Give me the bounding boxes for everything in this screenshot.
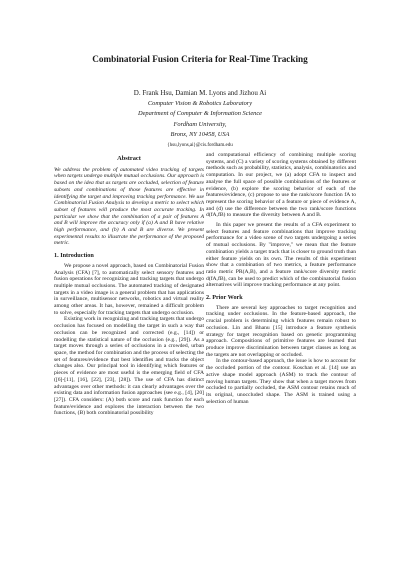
abstract-heading: Abstract — [117, 155, 141, 162]
section-heading-prior-work: 2. Prior Work — [206, 294, 243, 302]
affiliation-university: Fordham University, — [173, 120, 227, 128]
intro-continuation: and computational efficiency of combining multiple scoring systems, and (C) a variety of scoring systems obtained by different methods such as probability, statistics, analysis, combinatorics and computation. In our project, we (a) adopt CFA to inspect and analyse the full space of possible combinations of the features or evidence, (b) explore the scoring behavior of each of the features/evidence, (c) propose to use the rank/score function fA to represent the scoring behavior of a feature or piece of evidence A, and (d) use the difference between the two rank/score functions d(fA,fB) to measure the diversity between A and B. — [206, 152, 356, 219]
author-block — [0, 88, 400, 152]
affiliation-lab: Computer Vision & Robotics Laboratory — [147, 99, 253, 107]
left-column — [54, 152, 204, 417]
intro-paragraph: Existing work in recognizing and tracking targets that undergo occlusion has focused on modelling the target in such a way that occlusion can be recognized and corrected (e.g., [14]) or modelling the statistical nature of the occlusion (e.g., [29]). As a target moves through a series of occlusions in a crowded, urban space, the method for combination and the process of selecting the set of features/evidence that best identifies and tracks the object changes also. Our principal tool in identifying which features or pieces of evidence are most useful is the emerging field of CFA ([6]-[11], [16], [22], [23], [28]). The use of CFA has distinct advantages over other methods: it can clearly advantages over the existing data and information fusion approaches (see e.g., [4], [20][27]). CFA considers: (A) both score and rank function for each feature/evidence and explores the interaction between the two functions, (B) both combinatorial possibility — [54, 316, 204, 417]
intro-paragraph: In this paper we present the results of a CFA experiment to select features and feature combinations that improve tracking performance for a video scene of two targets undergoing a series of mutual occlusions. By "improve," we mean that the feature combination yields a target track that is closer to ground truth than either feature yields on its own. The results of this experiment show that a combination of two metrics, a feature performance ratio metric PR(A,B), and a feature rank/score diversity metric d(fA,fB), can be used to predict which of the combinatorial fusion alternatives will improve tracking performance at any point. — [206, 222, 356, 289]
affiliation-dept: Department of Computer & Information Science — [137, 110, 263, 118]
abstract-text: We address the problem of automated video tracking of targets when targets undergo multiple mutual occlusions. Our approach is based on the idea that as targets are occluded, selection of feature subsets and combinations of those features are effective in identifying the target and improving tracking performance. We use Combinatorial Fusion Analysis to develop a metric to select which subset of features will produce the most accurate tracking. In particular we show that the combination of a pair of features A and B will improve the accuracy only if (a) A and B have relative high performance, and (b) A and B are diverse. We present experimental results to illustrate the performance of the proposed metric. — [54, 166, 204, 247]
paper-title: Combinatorial Fusion Criteria for Real-Time Tracking — [92, 54, 308, 64]
intro-paragraph: We propose a novel approach, based on Combinatorial Fusion Analysis (CFA) [7], to automatically select sensory features and fusion operations for recognizing and tracking targets that undergo multiple mutual occlusions. The automated tracking of designated targets in a video image is a general problem that has applications in surveillance, multisensor networks, robotics and virtual reality among other areas. It has, however, remained a difficult problem to solve, especially for tracking targets that undergo occlusion. — [54, 262, 204, 316]
section-heading-introduction: 1. Introduction — [54, 252, 94, 260]
prior-work-paragraph: In the contour-based approach, the issue is how to account for the occluded portion of the contour. Koschan et al. [14] use an active shape model approach (ASM) to track the contour of moving human targets. They show that when a target moves from occluded to partially occluded, the ASM contour retains much of its original, unoccluded shape. The ASM is trained using a selection of human — [206, 358, 356, 405]
author-names: D. Frank Hsu, Damian M. Lyons and Jizhou Ai — [133, 89, 267, 97]
author-email: {hsu,lyons,ai}@cis.fordham.edu — [167, 142, 233, 148]
prior-work-paragraph: There are several key approaches to target recognition and tracking under occlusions. In the feature-based approach, the crucial problem is determining which features remain robust to occlusion. Lin and Bhanu [15] introduce a feature synthesis strategy for target recognition based on genetic programming approach. Compositions of primitive features are learned that produce improve discrimination between target classes as long as the targets are not overlapping or occluded. — [206, 304, 356, 358]
right-column — [206, 152, 356, 405]
affiliation-address: Bronx, NY 10458, USA — [170, 131, 230, 139]
